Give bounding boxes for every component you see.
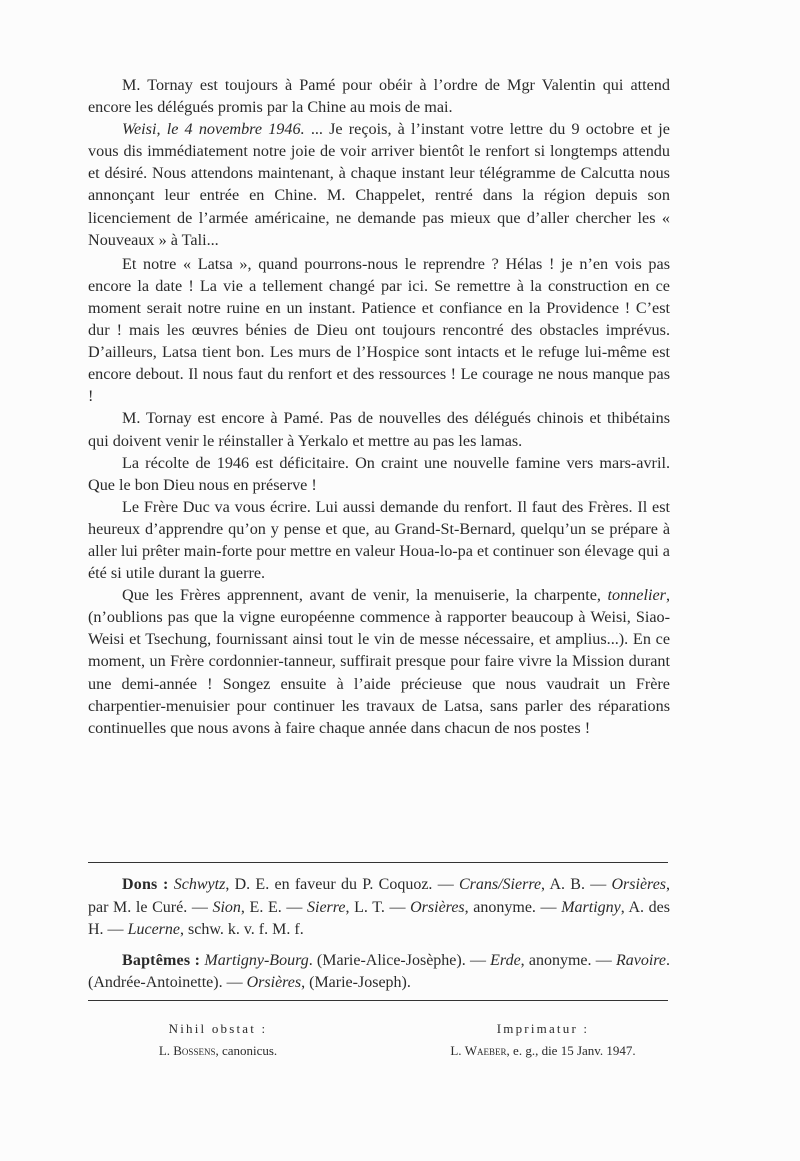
paragraph bbox=[88, 584, 670, 739]
place-name: Orsières bbox=[410, 898, 465, 916]
paragraph-text: Que les Frères apprennent, avant de venir, la menuiserie, la charpente, bbox=[122, 586, 608, 605]
paragraph-text: Et notre « Latsa », quand pourrons-nous le reprendre ? Hélas ! je n’en vois pas encore la date ! La vie a tellement changé par ici. Se remettre à la construction en ce moment serait notre ruine en un instant. Patience et confiance en la Providence ! C’est dur ! mais les œuvres bénies de Dieu ont toujours rencontré des obstacles imprévus. D’ailleurs, Latsa tient bon. Les murs de l’Hospice sont intacts et le refuge lui-même est encore debout. Il nous faut du renfort et des ressources ! Le courage ne nous manque pas ! bbox=[88, 254, 670, 406]
entry-text: , L. T. — bbox=[345, 898, 411, 916]
paragraph-text: M. Tornay est encore à Pamé. Pas de nouvelles des délégués chinois et thibétains qui doivent venir le réinstaller à Yerkalo et mettre au pas les lamas. bbox=[88, 409, 670, 450]
nihil-obstat-label: Nihil obstat : bbox=[168, 1021, 268, 1036]
censor-title: , canonicus. bbox=[215, 1043, 278, 1058]
imprimatur-block bbox=[418, 1018, 668, 1062]
baptemes-entry bbox=[88, 950, 670, 995]
entry-text: , anonyme. — bbox=[464, 898, 562, 916]
place-name: Crans/Sierre bbox=[458, 876, 542, 893]
paragraph-text: ... Je reçois, à l’instant votre lettre du 9 octobre et je vous dis immédiatement notre joie de voir arriver bientôt le renfort si longtemps attendu et désiré. Nous attendons maintenant, à chaque instant leur télégramme de Calcutta nous annonçant leur entrée en Chine. M. Chappelet, rentré dans la région depuis son licenciement de l’armée américaine, ne demande pas mieux que d’aller chercher les « Nouveaux » à Tali... bbox=[88, 120, 670, 249]
place-name: Orsières bbox=[611, 876, 667, 893]
letter-body bbox=[88, 74, 670, 739]
place-name: Lucerne bbox=[127, 921, 180, 938]
paragraph-text: La récolte de 1946 est déficitaire. On craint une nouvelle famine vers mars-avril. Que le bon Dieu nous en préserve ! bbox=[88, 453, 670, 494]
dateline: Weisi, le 4 novembre 1946. bbox=[122, 120, 305, 139]
place-name: Schwytz bbox=[173, 876, 226, 893]
entry-text: . (Andrée-Antoinette). — bbox=[88, 951, 671, 991]
censor-surname: Bossens bbox=[173, 1043, 216, 1058]
entry-text: , A. B. — bbox=[541, 876, 612, 893]
baptemes-label: Baptêmes : bbox=[122, 951, 201, 969]
dons-label: Dons : bbox=[122, 876, 169, 893]
paragraph-text: Le Frère Duc va vous écrire. Lui aussi demande du renfort. Il faut des Frères. Il est heureux d’apprendre qu’on y pense et que, au Grand-St-Bernard, quelqu’un se prépare à aller lui prêter main-forte pour mettre en valeur Houa-lo-pa et continuer son élevage qui a été si utile durant la guerre. bbox=[88, 497, 670, 583]
paragraph bbox=[88, 74, 670, 118]
paragraph bbox=[88, 452, 670, 496]
bishop-surname: Waeber bbox=[464, 1043, 507, 1058]
nihil-obstat-block bbox=[118, 1018, 318, 1062]
paragraph-text: , (n’oublions pas que la vigne européenne commence à rapporter beaucoup à Weisi, Siao-Weisi et Tsechung, fournissant ainsi tout le vin de messe nécessaire, et amplius...). En ce moment, un Frère cordonnier-tanneur, suffirait presque pour faire vivre la Mission durant une demi-année ! Songez ensuite à l’aide précieuse que nous vaudrait un Frère charpentier-menuisier pour continuer les travaux de Latsa, sans parler des réparations continuelles que nous avons à faire chaque année dans chacun de nos postes ! bbox=[88, 586, 670, 737]
place-name: Martigny-Bourg bbox=[204, 951, 309, 969]
place-name: Martigny bbox=[561, 898, 621, 916]
place-name: Sion bbox=[212, 898, 241, 916]
entry-text: , E. E. — bbox=[240, 898, 307, 916]
notes-section bbox=[88, 874, 670, 995]
entry-text: , D. E. en faveur du P. Coquoz. — bbox=[225, 876, 459, 893]
place-name: Sierre bbox=[307, 898, 346, 916]
bishop-initial: L. bbox=[450, 1043, 465, 1058]
paragraph-emphasis: tonnelier bbox=[607, 586, 666, 605]
entry-text: , anonyme. — bbox=[520, 951, 616, 969]
bishop-name bbox=[418, 1040, 668, 1062]
imprimatur-label: Imprimatur : bbox=[496, 1021, 590, 1036]
bottom-divider bbox=[88, 1000, 668, 1001]
censor-name bbox=[118, 1040, 318, 1062]
entry-text: , (Marie-Joseph). bbox=[301, 974, 411, 991]
place-name: Orsières bbox=[246, 974, 302, 991]
paragraph bbox=[88, 253, 670, 408]
censor-initial: L. bbox=[158, 1043, 174, 1058]
paragraph bbox=[88, 118, 670, 251]
place-name: Erde bbox=[490, 951, 521, 969]
entry-text: , schw. k. v. f. M. f. bbox=[180, 921, 304, 938]
place-name: Ravoire bbox=[615, 951, 667, 969]
paragraph bbox=[88, 407, 670, 451]
entry-text: , A. des H. — bbox=[88, 898, 670, 938]
dons-entry bbox=[88, 874, 670, 942]
top-divider bbox=[88, 862, 668, 863]
imprimatur-date: , e. g., die 15 Janv. 1947. bbox=[506, 1043, 636, 1058]
entry-text: . (Marie-Alice-Josèphe). — bbox=[308, 951, 491, 969]
paragraph bbox=[88, 496, 670, 584]
paragraph-text: M. Tornay est toujours à Pamé pour obéir à l’ordre de Mgr Valentin qui attend encore les délégués promis par la Chine au mois de mai. bbox=[88, 76, 670, 117]
entry-text: , par M. le Curé. — bbox=[88, 876, 671, 916]
